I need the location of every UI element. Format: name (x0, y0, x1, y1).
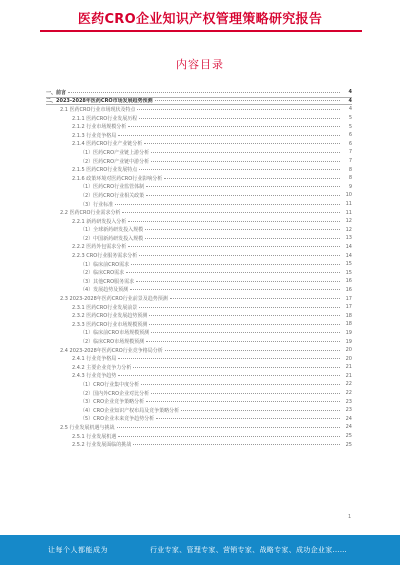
toc-entry-title: （1）临床前CRO市场规模预测 (80, 330, 150, 337)
toc-entry-title: （5）CRO企业未来竞争趋势分析 (80, 416, 155, 423)
toc-entry-title: 2.1.4 医药CRO行业产业链分析 (72, 141, 143, 148)
toc-entry[interactable] (46, 346, 352, 355)
toc-leader-dots (181, 410, 340, 411)
toc-entry-title: （2）中国新药研发投入规模 (80, 235, 144, 242)
toc-entry[interactable] (46, 88, 352, 97)
toc-entry[interactable] (46, 217, 352, 226)
toc-entry-page: 14 (345, 252, 352, 259)
toc-entry[interactable] (46, 157, 352, 166)
toc-entry-page: 25 (345, 433, 352, 440)
toc-entry-page: 8 (348, 166, 352, 173)
toc-leader-dots (118, 135, 340, 136)
toc-entry[interactable] (46, 131, 352, 140)
toc-entry-page: 23 (345, 407, 352, 414)
toc-entry[interactable] (46, 114, 352, 123)
toc-entry[interactable] (46, 122, 352, 131)
footer-slogan-left: 让每个人都能成为 (48, 546, 108, 554)
toc-entry-page: 19 (345, 338, 352, 345)
toc-entry[interactable] (46, 363, 352, 372)
footer-slogan-right: 行业专家、管理专家、营销专家、战略专家、成功企业家…… (150, 546, 348, 554)
toc-entry-page: 12 (345, 226, 352, 233)
toc-entry[interactable] (46, 329, 352, 338)
toc-entry[interactable] (46, 200, 352, 209)
toc-leader-dots (130, 289, 340, 290)
toc-leader-dots (131, 264, 340, 265)
toc-leader-dots (149, 315, 340, 316)
toc-entry-page: 15 (345, 261, 352, 268)
toc-entry-page: 5 (348, 115, 352, 122)
toc-entry-page: 14 (345, 243, 352, 250)
toc-leader-dots (145, 238, 340, 239)
toc-entry-title: （3）CRO企业竞争策略分析 (80, 399, 145, 406)
toc-entry-page: 20 (345, 355, 352, 362)
toc-entry-page: 18 (345, 312, 352, 319)
toc-entry-title: （2）临床CRO需求 (80, 270, 125, 277)
toc-leader-dots (118, 375, 340, 376)
toc-entry-title: （1）临床前CRO需求 (80, 261, 130, 268)
toc-leader-dots (146, 186, 340, 187)
toc-leader-dots (156, 418, 340, 419)
toc-entry-title: 2.2.3 CRO行业服务需求分析 (72, 253, 138, 260)
toc-leader-dots (146, 341, 340, 342)
toc-entry[interactable] (46, 286, 352, 295)
toc-leader-dots (122, 212, 340, 213)
toc-entry[interactable] (46, 183, 352, 192)
toc-entry[interactable] (46, 294, 352, 303)
toc-entry-page: 6 (348, 132, 352, 139)
toc-entry-page: 16 (345, 278, 352, 285)
toc-entry-title: 2.4.2 主要企业竞争力分析 (72, 364, 132, 371)
report-title: 医药CRO企业知识产权管理策略研究报告 (77, 12, 323, 27)
toc-entry-title: 一、前言 (46, 89, 67, 96)
toc-entry[interactable] (46, 406, 352, 415)
toc-entry-page: 7 (348, 149, 352, 156)
toc-leader-dots (145, 229, 340, 230)
toc-leader-dots (170, 298, 340, 299)
toc-leader-dots (149, 324, 340, 325)
toc-entry-title: 2.1.5 医药CRO行业发展特点 (72, 167, 138, 174)
toc-leader-dots (136, 281, 340, 282)
toc-leader-dots (128, 221, 340, 222)
toc-entry-page: 21 (345, 372, 352, 379)
toc-entry-page: 11 (345, 201, 352, 208)
toc-leader-dots (117, 427, 340, 428)
toc-entry[interactable] (46, 226, 352, 235)
report-header (0, 0, 400, 34)
toc-leader-dots (155, 100, 340, 101)
toc-entry-title: 2.1.2 行业市场规模分析 (72, 124, 127, 131)
toc-leader-dots (133, 367, 340, 368)
toc-entry-title: 2.1.3 行业竞争格局 (72, 132, 117, 139)
toc-entry-page: 17 (345, 295, 352, 302)
toc-entry-page: 12 (345, 218, 352, 225)
toc-entry[interactable] (46, 423, 352, 432)
toc-entry-page: 24 (345, 424, 352, 431)
toc-entry-page: 16 (345, 286, 352, 293)
toc-entry-title: 2.4.3 行业竞争趋势 (72, 373, 117, 380)
toc-leader-dots (151, 332, 340, 333)
toc-entry[interactable] (46, 208, 352, 217)
toc-entry-title: 2.3.1 医药CRO行业发展前景 (72, 304, 138, 311)
toc-heading: 内容目录 (176, 58, 224, 71)
toc-leader-dots (151, 393, 340, 394)
toc-entry[interactable] (46, 440, 352, 449)
table-of-contents (46, 88, 352, 449)
toc-entry-page: 4 (348, 89, 352, 96)
toc-entry-page: 19 (345, 329, 352, 336)
footer-banner (0, 535, 400, 565)
toc-entry-page: 24 (345, 415, 352, 422)
toc-entry-page: 7 (348, 158, 352, 165)
toc-leader-dots (137, 109, 340, 110)
toc-entry-page: 15 (345, 269, 352, 276)
toc-entry[interactable] (46, 260, 352, 269)
toc-entry-title: 2.5.2 行业发展面临的挑战 (72, 442, 132, 449)
toc-entry-title: （2）国内外CRO企业对比分析 (80, 390, 150, 397)
toc-leader-dots (144, 143, 340, 144)
toc-entry-page: 5 (348, 123, 352, 130)
header-divider (40, 30, 362, 32)
toc-entry[interactable] (46, 148, 352, 157)
toc-entry-title: （1）医药CRO产业链上游分析 (80, 149, 150, 156)
toc-entry[interactable] (46, 191, 352, 200)
toc-entry-page: 18 (345, 321, 352, 328)
toc-leader-dots (118, 358, 340, 359)
toc-entry-page: 25 (345, 441, 352, 448)
toc-entry-page: 10 (345, 192, 352, 199)
toc-leader-dots (141, 384, 340, 385)
toc-entry[interactable] (46, 337, 352, 346)
toc-leader-dots (151, 152, 340, 153)
toc-leader-dots (165, 350, 340, 351)
toc-leader-dots (126, 272, 340, 273)
toc-entry-title: 2.2.2 医药外包需求分析 (72, 244, 127, 251)
toc-leader-dots (118, 436, 340, 437)
toc-entry[interactable] (46, 243, 352, 252)
toc-entry-page: 22 (345, 390, 352, 397)
toc-entry-page: 20 (345, 347, 352, 354)
toc-leader-dots (139, 255, 340, 256)
toc-entry-page: 4 (348, 106, 352, 113)
toc-entry-page: 23 (345, 398, 352, 405)
toc-entry[interactable] (46, 268, 352, 277)
toc-entry[interactable] (46, 311, 352, 320)
toc-entry-title: （2）医药CRO行业相关政策 (80, 192, 145, 199)
toc-entry-title: 2.2.1 新药研发投入分析 (72, 218, 127, 225)
toc-entry-title: 2.3.2 医药CRO行业发展趋势预测 (72, 313, 148, 320)
toc-entry-title: （2）医药CRO产业链中游分析 (80, 158, 150, 165)
toc-entry[interactable] (46, 320, 352, 329)
toc-leader-dots (139, 169, 340, 170)
toc-leader-dots (146, 195, 340, 196)
toc-entry[interactable] (46, 165, 352, 174)
toc-entry-page: 21 (345, 364, 352, 371)
toc-entry[interactable] (46, 389, 352, 398)
toc-entry[interactable] (46, 277, 352, 286)
toc-entry-title: 二、2023-2028年医药CRO市场发展趋势预测 (46, 98, 153, 105)
toc-leader-dots (128, 126, 340, 127)
toc-entry-page: 17 (345, 304, 352, 311)
toc-entry[interactable] (46, 97, 352, 106)
toc-entry-title: 2.3.3 医药CRO行业市场规模预测 (72, 321, 148, 328)
toc-entry[interactable] (46, 397, 352, 406)
toc-entry-title: 2.3 2023-2028年医药CRO行业前景及趋势预测 (60, 296, 168, 303)
toc-entry-title: 2.1 医药CRO行业市场现状及特点 (60, 106, 136, 113)
toc-leader-dots (146, 401, 340, 402)
toc-leader-dots (139, 118, 340, 119)
toc-entry-title: （1）CRO行业集中度分析 (80, 381, 140, 388)
toc-entry-title: （1）全球新药研发投入规模 (80, 227, 144, 234)
toc-leader-dots (115, 204, 340, 205)
toc-entry-title: 2.5 行业发展机遇与挑战 (60, 424, 115, 431)
toc-entry-title: 2.5.1 行业发展机遇 (72, 433, 117, 440)
toc-entry[interactable] (46, 303, 352, 312)
toc-leader-dots (133, 444, 340, 445)
toc-entry-title: 2.1.6 政策环境对医药CRO行业影响分析 (72, 175, 163, 182)
toc-entry-title: 2.4 2023-2028年医药CRO行业竞争格局分析 (60, 347, 163, 354)
toc-entry[interactable] (46, 234, 352, 243)
toc-entry-title: （4）发展趋势及预测 (80, 287, 129, 294)
toc-entry[interactable] (46, 372, 352, 381)
toc-entry-page: 6 (348, 140, 352, 147)
toc-entry[interactable] (46, 251, 352, 260)
toc-leader-dots (139, 307, 340, 308)
toc-entry[interactable] (46, 432, 352, 441)
toc-entry[interactable] (46, 140, 352, 149)
toc-entry-page: 8 (348, 175, 352, 182)
toc-entry-title: （3）其他CRO服务需求 (80, 278, 135, 285)
toc-leader-dots (68, 92, 340, 93)
toc-entry-page: 11 (345, 209, 352, 216)
toc-leader-dots (151, 161, 340, 162)
toc-entry-page: 22 (345, 381, 352, 388)
toc-entry[interactable] (46, 174, 352, 183)
toc-leader-dots (128, 246, 340, 247)
toc-entry[interactable] (46, 415, 352, 424)
toc-entry-page: 13 (345, 235, 352, 242)
toc-entry-title: 2.4.1 行业竞争格局 (72, 356, 117, 363)
toc-entry[interactable] (46, 105, 352, 114)
toc-entry-title: （3）行业标准 (80, 201, 114, 208)
toc-entry-title: 2.1.1 医药CRO行业发展历程 (72, 115, 138, 122)
toc-entry-title: （4）CRO企业知识产权布局及竞争策略分析 (80, 407, 180, 414)
toc-entry[interactable] (46, 380, 352, 389)
toc-entry-title: （2）临床CRO市场规模预测 (80, 339, 145, 346)
toc-entry-page: 9 (348, 183, 352, 190)
toc-entry-title: 2.2 医药CRO行业需求分析 (60, 210, 121, 217)
toc-entry-page: 4 (348, 97, 352, 104)
toc-leader-dots (164, 178, 340, 179)
toc-entry[interactable] (46, 354, 352, 363)
toc-entry-title: （1）医药CRO行业监管体制 (80, 184, 145, 191)
page-number: 1 (348, 514, 352, 520)
